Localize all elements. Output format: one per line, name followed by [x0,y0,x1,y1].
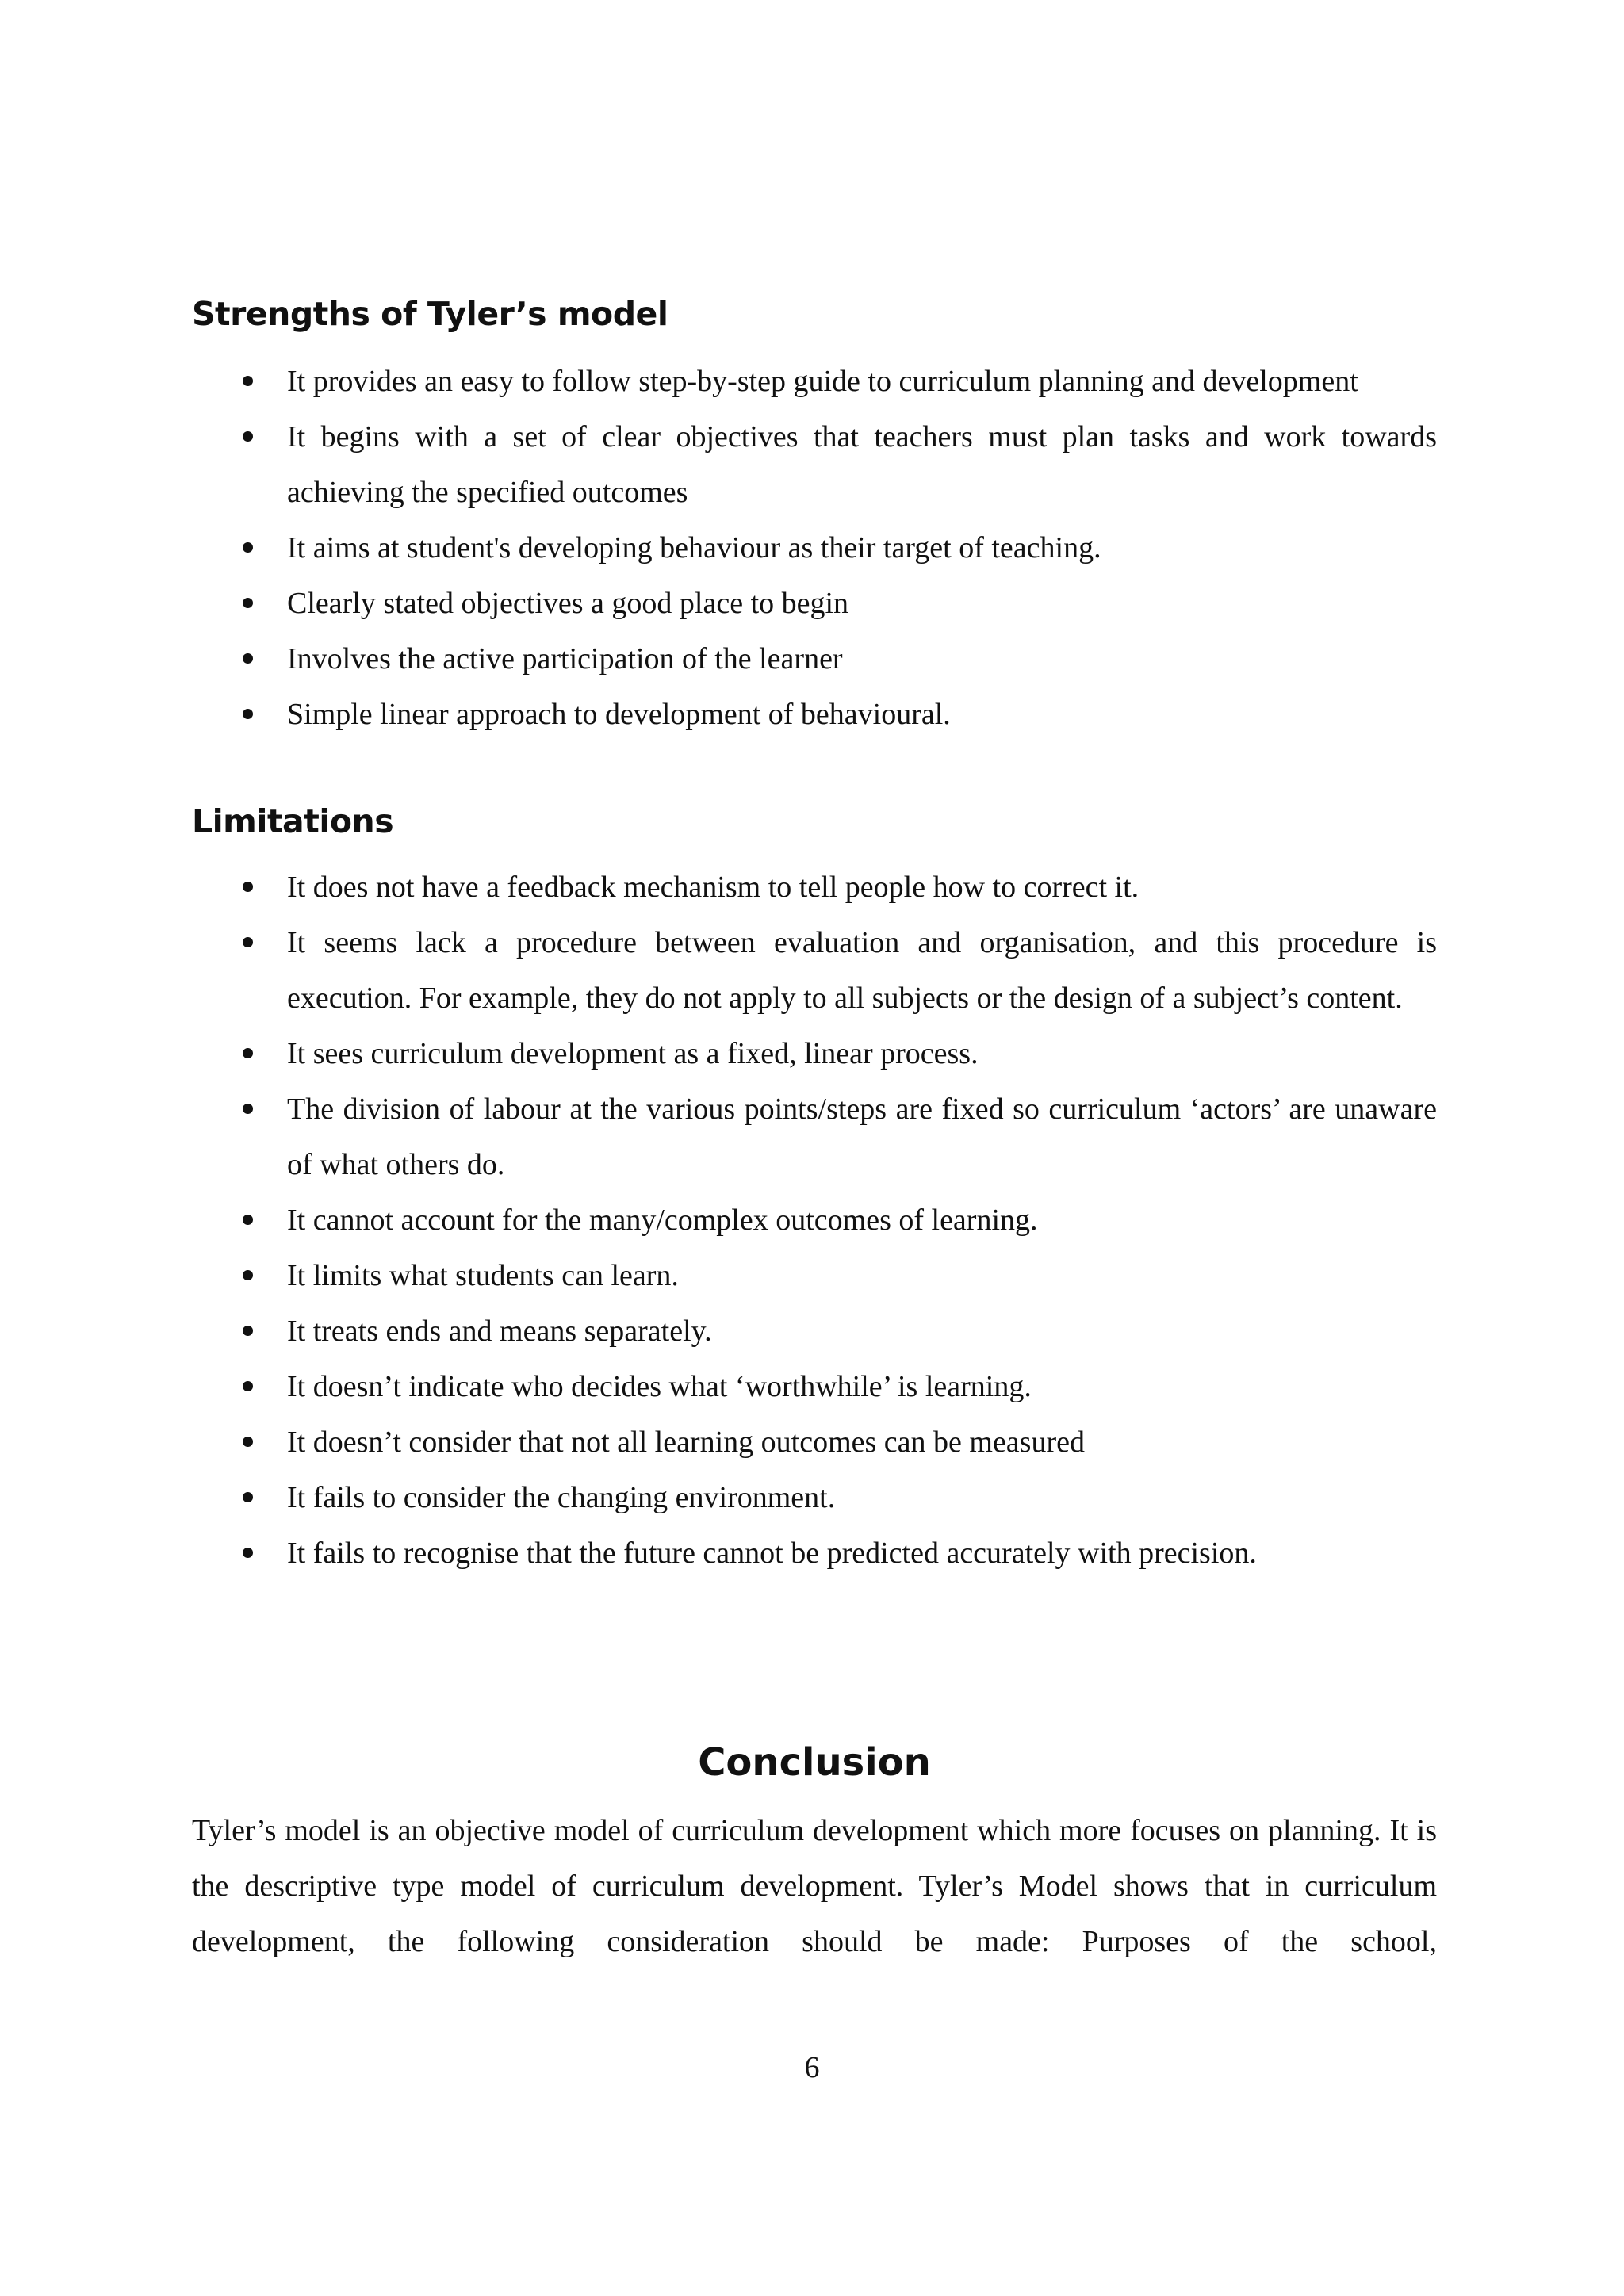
list-item [192,687,1437,742]
list-item [192,354,1437,409]
bullet-icon [243,882,253,892]
bullet-icon [243,598,253,608]
list-item-text: It treats ends and means separately. [287,1314,712,1348]
list-item-text: It doesn’t indicate who decides what ‘worthwhile’ is learning. [287,1370,1032,1403]
bullet-icon [243,653,253,664]
list-item [192,520,1437,576]
list-item-text: Clearly stated objectives a good place to begin [287,587,849,620]
bullet-icon [243,376,253,386]
list-item [192,1248,1437,1303]
list-item [192,859,1437,915]
list-item [192,1026,1437,1081]
list-item [192,1192,1437,1248]
list-item [192,409,1437,520]
bullet-icon [243,1048,253,1058]
list-item [192,1470,1437,1525]
list-item-text: It doesn’t consider that not all learning outcomes can be measured [287,1425,1085,1459]
bullet-icon [243,937,253,947]
bullet-icon [243,1270,253,1280]
strengths-heading: Strengths of Tyler’s model [192,295,668,333]
list-item [192,631,1437,687]
list-item [192,1525,1437,1581]
list-item [192,1081,1437,1192]
list-item-text: It provides an easy to follow step-by-step guide to curriculum planning and development [287,365,1358,398]
list-item [192,1414,1437,1470]
list-item-text: It cannot account for the many/complex outcomes of learning. [287,1203,1038,1237]
bullet-icon [243,1492,253,1502]
conclusion-section [192,1736,1437,1969]
bullet-icon [243,1381,253,1391]
conclusion-heading: Conclusion [698,1740,931,1785]
list-item-text: It sees curriculum development as a fixed, linear process. [287,1037,979,1070]
conclusion-paragraph: Tyler’s model is an objective model of curriculum development which more focuses on planning. It is the descriptive type model of curriculum development. Tyler’s Model shows that in curriculum development, the following consideration should be made: Purposes of the school, [192,1814,1437,1958]
bullet-icon [243,1104,253,1114]
bullet-icon [243,1215,253,1225]
list-item-text: Simple linear approach to development of behavioural. [287,698,951,731]
list-item [192,576,1437,631]
list-item-text: It fails to consider the changing environment. [287,1481,836,1514]
bullet-icon [243,431,253,442]
list-item [192,915,1437,1026]
bullet-icon [243,542,253,553]
list-item-text: It limits what students can learn. [287,1259,679,1292]
list-item [192,1303,1437,1359]
bullet-icon [243,1548,253,1558]
bullet-icon [243,1326,253,1336]
strengths-section [192,292,1437,742]
list-item [192,1359,1437,1414]
list-item-text: It does not have a feedback mechanism to tell people how to correct it. [287,871,1139,904]
bullet-icon [243,1437,253,1447]
list-item-text: It begins with a set of clear objectives that teachers must plan tasks and work towards achieving the specified outcomes [287,420,1437,509]
bullet-icon [243,709,253,719]
list-item-text: The division of labour at the various points/steps are fixed so curriculum ‘actors’ are unaware of what others do. [287,1093,1437,1181]
list-item-text: It aims at student's developing behaviour as their target of teaching. [287,531,1101,564]
list-item-text: Involves the active participation of the learner [287,642,843,675]
list-item-text: It fails to recognise that the future cannot be predicted accurately with precision. [287,1536,1257,1570]
limitations-heading: Limitations [192,802,394,840]
limitations-list [192,859,1437,1581]
limitations-section [192,799,1437,1581]
page-number: 6 [804,2051,820,2084]
list-item-text: It seems lack a procedure between evaluation and organisation, and this procedure is execution. For example, they do not apply to all subjects or the design of a subject’s content. [287,926,1437,1015]
strengths-list [192,354,1437,742]
